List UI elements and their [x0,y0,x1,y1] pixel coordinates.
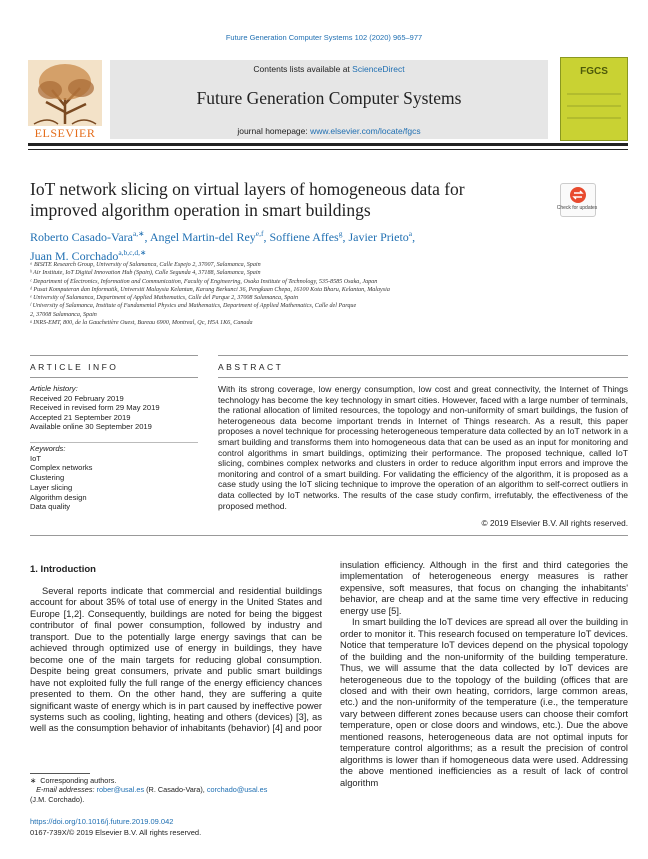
corresponding-label: Corresponding authors. [40,776,117,785]
author[interactable]: Javier Prieto$^a$ [348,229,413,244]
affiliation: ᵇ Air Institute, IoT Digital Innovation Hub (Spain), Calle Segunda 4, 37188, Salamanca, Spain [30,270,261,277]
contents-line [110,64,548,74]
article-info-heading: ARTICLE INFO [30,362,119,372]
article-history [30,384,198,432]
cover-title: FGCS [580,66,608,77]
divider [218,377,628,378]
history-item: Received in revised form 29 May 2019 [30,403,160,413]
homepage-prefix: journal homepage: [237,126,311,136]
abstract-heading: ABSTRACT [218,362,284,372]
affiliation: ᶠ University of Salamanca, Institute of Fundamental Physics and Mathematics, Department of Applied Mathematics, Calle del Parque [30,303,357,310]
history-item: Available online 30 September 2019 [30,422,152,432]
keyword: Clustering [30,473,65,483]
footnote [30,776,322,804]
title-line-2: improved algorithm operation in smart buildings [30,200,371,220]
divider [30,442,198,443]
abstract-text: With its strong coverage, low energy consumption, low cost and great connectivity, the Internet of Things technology has become the key technology in smart cities. However, faced with a large number of terminals, the rational allocation of limited resources, the topology and non-uniformity of smart buildings, the fusion of heterogeneous data become important trends in Internet of Things research. As a result, this paper proposes a novel technique for processing heterogeneous temperature data collected by an IoT network in a smart building and transforms them into homogeneous data that can be used as an input for monitoring and control algorithms in smart buildings, optimizing their performance. The proposed technique, called IoT slicing, combines complex networks and clusters in order to reduce algorithm input errors and improve the monitoring and control of a smart building. For validating the efficiency of the algorithm, it is proposed as a case study using the IoT slicing technique to improve the operation of an algorithm to self-correct outliers in data collected by IoT networks. The results of the case study confirm, irrefutably, the effectiveness of the proposed method. [218,384,628,511]
journal-homepage-link[interactable]: www.elsevier.com/locate/fgcs [310,126,421,136]
affiliation: ᵍ INRS-EMT, 800, de la Gauchetière Ouest, Bureau 6900, Montreal, Qc, H5A 1K6, Canada [30,320,253,327]
author[interactable]: Angel Martin-del Rey$^{e,f}$ [149,229,264,244]
divider [30,377,198,378]
author[interactable]: Soffiene Affes$^g$ [269,229,343,244]
section-heading-introduction: 1. Introduction [30,564,96,575]
paragraph: Several reports indicate that commercial and residential buildings account for about 35% of total use of energy in the United States and Europe [1,2]. Consequently, buildings are noted for being the biggest contributor of final power consumption, followed by industry and transport. Due to the potentially large energy savings that can be achieved through optimized use of energy in buildings, they have become one of the main targets for reducing global consumption. Despite being great consumers, private and public smart buildings have not exploited fully the full range of the energy efficiency chances presented to them. On the other hand, they are suffering a quite significant waste of energy which is in part caused by ineffective power systems such as cooling, lighting, heating and others (devices) [3], as well as the consumption behavior of inhabitants (behavior) [4] and poor [30,586,322,734]
keyword: IoT [30,453,41,463]
email-link[interactable]: corchado@usal.es [206,785,268,795]
contents-prefix: Contents lists available at [253,64,353,74]
doi-link[interactable]: https://doi.org/10.1016/j.future.2019.09.042 [30,817,174,826]
author-list: Roberto Casado-Vara$^{a,∗}$, Angel Martin-del Rey$^{e,f}$, Soffiene Affes$^g$, Javier Prieto$^a$, Juan M. Corchado$^{a,b,c,d,∗}$ [30,229,416,263]
body-column-left [30,586,322,735]
history-label: Article history: [30,384,78,393]
abstract-copyright: © 2019 Elsevier B.V. All rights reserved. [481,518,628,528]
affiliation: 2, 37008 Salamanca, Spain [30,311,97,318]
history-item: Accepted 21 September 2019 [30,412,131,422]
keyword: Data quality [30,502,71,512]
journal-cover-image [560,57,628,141]
title-line-1: IoT network slicing on virtual layers of homogeneous data for [30,179,465,199]
header-rule-thin [28,149,628,150]
keyword: Layer slicing [30,482,73,492]
header-rule [28,143,628,146]
sciencedirect-link[interactable]: ScienceDirect [352,64,405,74]
footnote-rule [30,773,90,774]
email-owner: (R. Casado-Vara), [146,785,205,795]
paragraph: insulation efficiency. Although in the first and third categories the implementation of heterogeneous energy measures is rather expensive, soft measures, that focus on changing the inhabitants' behavior, are cheap and at the same time very effective in reducing energy use [5]. [340,560,628,616]
paper-title [30,179,530,221]
homepage-line [110,126,548,136]
body-column-right [340,560,628,789]
affiliations [30,261,590,327]
affiliation: ᶜ Department of Electronics, Information and Communication, Faculty of Engineering, Osaka Institute of Technology, 535-8585 Osaka, Japan [30,278,378,285]
publisher-name: ELSEVIER [34,126,96,140]
history-item: Received 20 February 2019 [30,393,124,403]
cover-pattern-icon [567,84,621,134]
email-link[interactable]: rober@usal.es [96,785,145,795]
journal-title: Future Generation Computer Systems [196,88,462,108]
check-for-updates-label[interactable]: Check for updates [556,205,598,211]
email-label: E-mail addresses: [36,785,95,795]
divider [30,535,628,536]
paragraph: In smart building the IoT devices are spread all over the building in order to monitor it. This research focused on temperature IoT devices. Notice that temperature IoT devices depend on the physical topology of the building and the non-uniformity of the building temperature. Thus, we will assume that the data collected by IoT devices are heterogeneous due to the topology of the building (offices that are closed and with their own heating, corridors, large common areas, etc.) and the non-uniformity of the temperature (i.e., the temperature vary between different zones because users can choose their comfort temperature, open or close doors and windows, etc.). Due the above mentioned reasons, heterogeneous data are not optimal inputs for temperature control algorithms; as a result the precision of control algorithms is lower than if homogeneous data were used. Addressing the above mentioned inefficiencies as a result of lack of control algorithm [340,617,628,788]
keywords-label: Keywords: [30,444,66,453]
affiliation: ᵉ University of Salamanca, Department of Applied Mathematics, Calle del Parque 2, 37008 Salamanca, Spain [30,295,298,302]
keywords [30,444,198,512]
affiliation: ᵈ Pusat Komputeran dan Informatik, Universiti Malaysia Kelantan, Karung Berkunci 36, Pengkaan Chepa, 16100 Kota Bharu, Kelantan, Malaysia [30,286,390,293]
email-owner: (J.M. Corchado). [30,794,85,804]
author[interactable]: Juan M. Corchado$^{a,b,c,d,∗}$ [30,248,147,263]
issn-line: 0167-739X/© 2019 Elsevier B.V. All rights reserved. [30,828,202,837]
journal-reference[interactable]: Future Generation Computer Systems 102 (2020) 965–977 [225,33,423,42]
check-for-updates-icon[interactable] [560,183,596,217]
keyword: Complex networks [30,463,93,473]
divider [218,355,628,356]
divider [30,355,198,356]
author[interactable]: Roberto Casado-Vara$^{a,∗}$ [30,229,145,244]
affiliation: ᵃ BISITE Research Group, University of Salamanca, Calle Espejo 2, 37007, Salamanca, Spain [30,262,261,268]
footnote-marker: ∗ [30,776,37,785]
keyword: Algorithm design [30,492,87,502]
